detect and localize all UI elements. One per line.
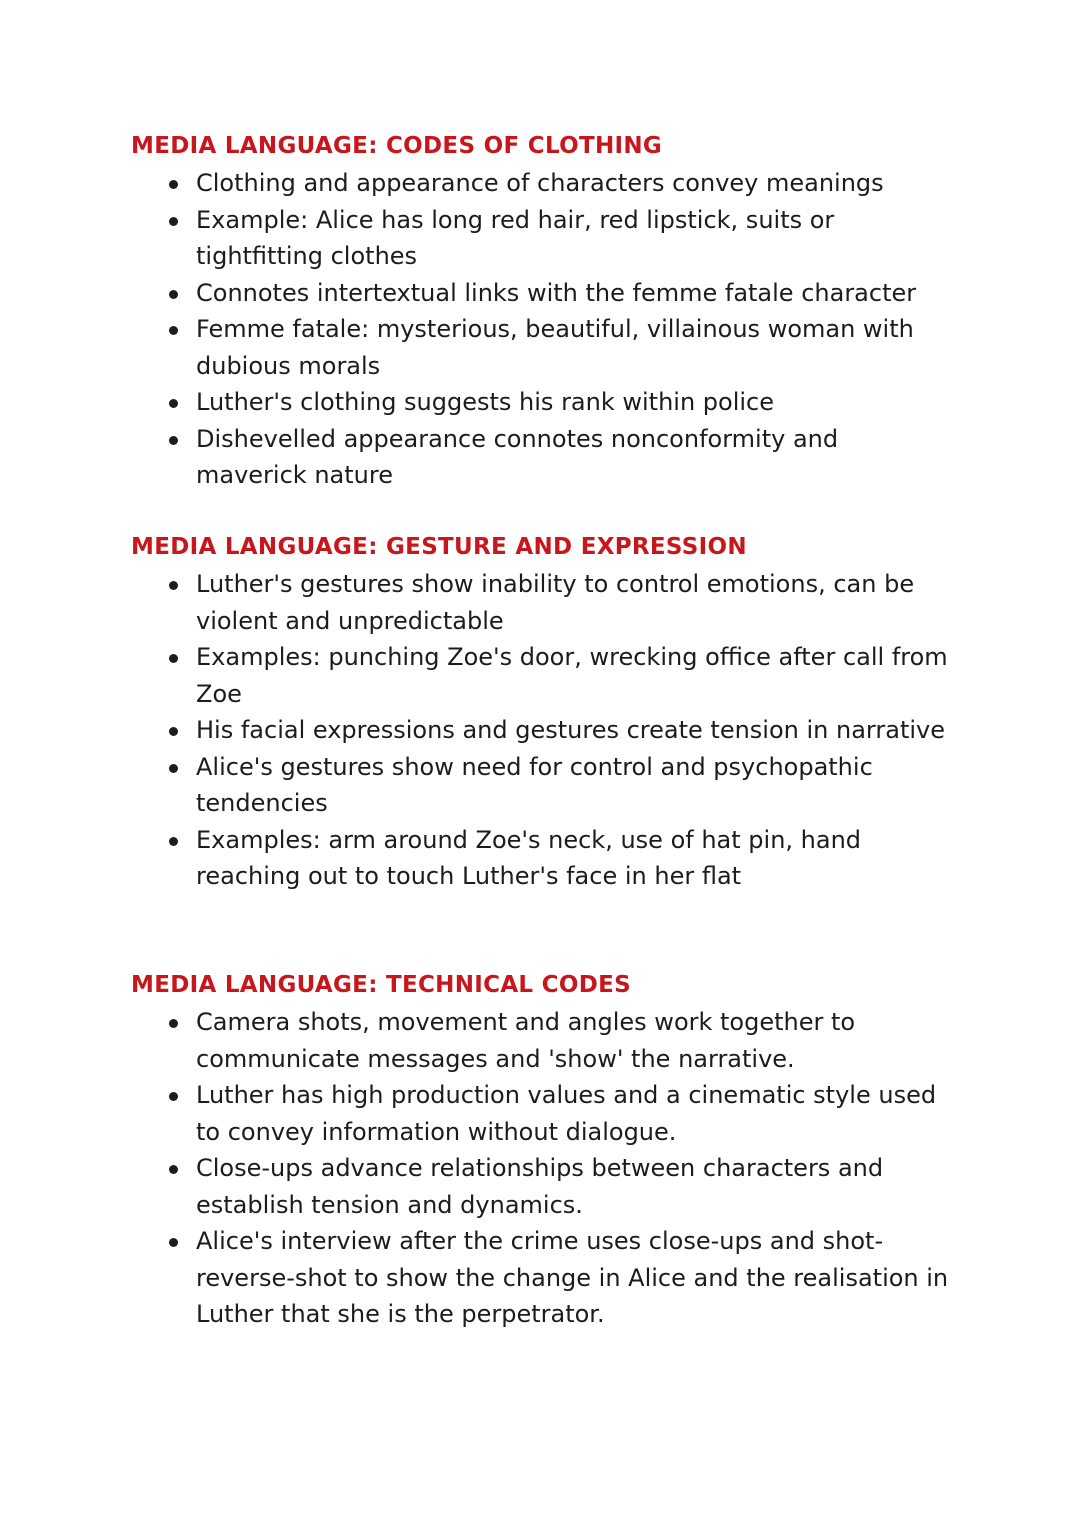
bullet-item	[131, 311, 956, 384]
bullet-item	[131, 275, 956, 312]
bullet-text: Camera shots, movement and angles work together to communicate messages and 'show' the narrative.	[196, 1008, 856, 1073]
section-codes-of-clothing	[131, 131, 951, 494]
bullet-icon	[169, 1165, 178, 1174]
section-gesture-and-expression	[131, 532, 951, 895]
bullet-icon	[169, 290, 178, 299]
bullet-icon	[169, 654, 178, 663]
bullet-icon	[169, 326, 178, 335]
bullet-icon	[169, 180, 178, 189]
bullet-icon	[169, 1019, 178, 1028]
bullet-item	[131, 202, 956, 275]
section-technical-codes	[131, 970, 951, 1333]
bullet-text: Dishevelled appearance connotes nonconformity and maverick nature	[196, 424, 839, 489]
bullet-icon	[169, 581, 178, 590]
bullet-icon	[169, 217, 178, 226]
bullet-list	[131, 566, 951, 895]
bullet-text: Alice's gestures show need for control and psychopathic tendencies	[196, 752, 873, 817]
bullet-text: Luther's gestures show inability to control emotions, can be violent and unpredictable	[196, 570, 915, 635]
bullet-icon	[169, 837, 178, 846]
bullet-item	[131, 712, 956, 749]
bullet-list	[131, 165, 951, 494]
bullet-icon	[169, 436, 178, 445]
bullet-text: Examples: punching Zoe's door, wrecking office after call from Zoe	[196, 643, 948, 708]
bullet-icon	[169, 1238, 178, 1247]
bullet-item	[131, 421, 956, 494]
bullet-text: Luther's clothing suggests his rank within police	[196, 388, 775, 416]
bullet-item	[131, 1150, 956, 1223]
bullet-item	[131, 566, 956, 639]
bullet-text: Connotes intertextual links with the femme fatale character	[196, 278, 917, 307]
section-heading: MEDIA LANGUAGE: CODES OF CLOTHING	[131, 133, 663, 159]
section-heading: MEDIA LANGUAGE: GESTURE AND EXPRESSION	[131, 534, 747, 560]
bullet-text: Close-ups advance relationships between characters and establish tension and dynamics.	[196, 1154, 884, 1219]
section-heading: MEDIA LANGUAGE: TECHNICAL CODES	[131, 972, 631, 998]
bullet-icon	[169, 764, 178, 773]
bullet-icon	[169, 1092, 178, 1101]
bullet-icon	[169, 399, 178, 408]
bullet-text: Examples: arm around Zoe's neck, use of hat pin, hand reaching out to touch Luther's face in her flat	[196, 825, 862, 890]
bullet-list	[131, 1004, 951, 1333]
bullet-item	[131, 1077, 956, 1150]
bullet-item	[131, 1004, 956, 1077]
bullet-text: His facial expressions and gestures create tension in narrative	[196, 716, 945, 744]
bullet-item	[131, 165, 956, 202]
bullet-item	[131, 822, 956, 895]
bullet-item	[131, 639, 956, 712]
bullet-text: Femme fatale: mysterious, beautiful, villainous woman with dubious morals	[196, 315, 914, 380]
bullet-icon	[169, 727, 178, 736]
bullet-text: Clothing and appearance of characters convey meanings	[196, 169, 884, 197]
bullet-text: Example: Alice has long red hair, red lipstick, suits or tightfitting clothes	[196, 205, 835, 270]
bullet-item	[131, 384, 956, 421]
bullet-text: Alice's interview after the crime uses close-ups and shot-reverse-shot to show the change in Alice and the realisation in Luther that she is the perpetrator.	[196, 1227, 949, 1328]
bullet-text: Luther has high production values and a cinematic style used to convey information without dialogue.	[196, 1081, 937, 1146]
bullet-item	[131, 749, 956, 822]
bullet-item	[131, 1223, 956, 1333]
